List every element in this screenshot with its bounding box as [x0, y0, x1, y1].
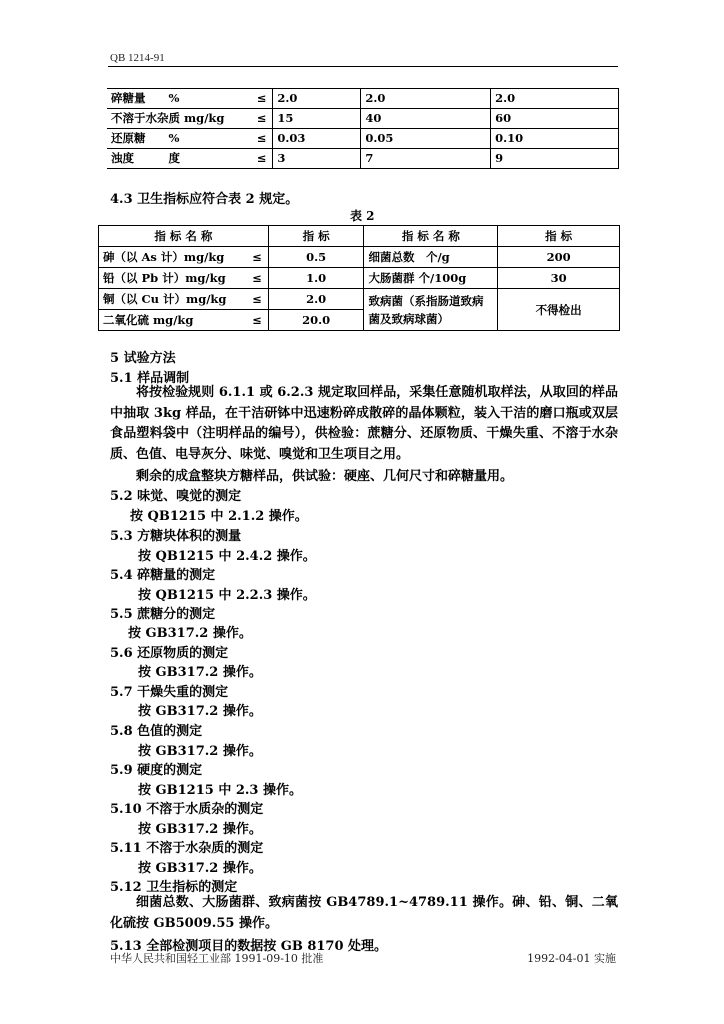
section-5-7-title: 5.7 干燥失重的测定 [110, 685, 229, 700]
table-row [107, 149, 619, 169]
section-5-10-title: 5.10 不溶于水质杂的测定 [110, 802, 264, 817]
section-5-5-title: 5.5 蔗糖分的测定 [110, 607, 216, 622]
section-5-7-text: 按 GB317.2 操作。 [138, 704, 262, 719]
table-cell: 浊度 度 ≤ [107, 149, 273, 169]
section-5-8-text: 按 GB317.2 操作。 [138, 744, 262, 759]
table-cell: 200 [498, 247, 620, 268]
section-5-1-title: 5.1 样品调制 [110, 371, 190, 386]
table-cell: 40 [361, 109, 491, 129]
section-5-3-title: 5.3 方糖块体积的测量 [110, 529, 242, 544]
table-2 [98, 225, 620, 331]
section-5-12-title: 5.12 卫生指标的测定 [110, 880, 238, 895]
footer-approval: 中华人民共和国轻工业部 1991-09-10 批准 [110, 952, 324, 965]
section-4-3: 4.3 卫生指标应符合表 2 规定。 [110, 192, 299, 207]
table-cell: 细菌总数 个/g [364, 247, 498, 268]
table-cell: 铜（以 Cu 计）mg/kg ≤ [99, 289, 269, 310]
section-5-2-text: 按 QB1215 中 2.1.2 操作。 [130, 509, 308, 524]
table-cell: 2.0 [268, 289, 364, 310]
table-2-caption: 表 2 [350, 209, 375, 223]
section-5-9-title: 5.9 硬度的测定 [110, 763, 203, 778]
table-cell: 碎糖量 % ≤ [107, 89, 273, 109]
table-cell: 铅（以 Pb 计）mg/kg ≤ [99, 268, 269, 289]
table-cell: 还原糖 % ≤ [107, 129, 273, 149]
table-cell: 0.03 [273, 129, 361, 149]
table-cell: 20.0 [268, 310, 364, 331]
section-5-9-text: 按 GB1215 中 2.3 操作。 [138, 783, 302, 798]
table-cell: 0.10 [491, 129, 619, 149]
section-5-8-title: 5.8 色值的测定 [110, 724, 203, 739]
section-5-5-text: 按 GB317.2 操作。 [128, 626, 252, 641]
section-5-4-text: 按 QB1215 中 2.2.3 操作。 [138, 588, 316, 603]
footer-effective-date: 1992-04-01 实施 [527, 952, 616, 965]
table-cell: 60 [491, 109, 619, 129]
table-row [107, 109, 619, 129]
table-header-row [99, 226, 620, 247]
table-row [99, 289, 620, 310]
section-5-2-title: 5.2 味觉、嗅觉的测定 [110, 489, 242, 504]
section-5-3-text: 按 QB1215 中 2.4.2 操作。 [138, 549, 316, 564]
table-cell: 7 [361, 149, 491, 169]
column-header: 指 标 名 称 [364, 226, 498, 247]
section-5-11-text: 按 GB317.2 操作。 [138, 861, 262, 876]
table-cell: 30 [498, 268, 620, 289]
table-cell: 3 [273, 149, 361, 169]
section-5-6-text: 按 GB317.2 操作。 [138, 665, 262, 680]
table-cell: 砷（以 As 计）mg/kg ≤ [99, 247, 269, 268]
table-cell: 二氧化硫 mg/kg ≤ [99, 310, 269, 331]
document-code: QB 1214-91 [110, 52, 165, 64]
table-row [99, 268, 620, 289]
table-cell: 0.05 [361, 129, 491, 149]
table-cell: 2.0 [361, 89, 491, 109]
table-cell: 致病菌（系指肠道致病菌及致病球菌） [364, 289, 498, 331]
table-cell: 不得检出 [498, 289, 620, 331]
section-5-1-paragraph: 将按检验规则 6.1.1 或 6.2.3 规定取回样品，采集任意随机取样法，从取回的样品中抽取 3kg 样品，在干洁研钵中迅速粉碎成散碎的晶体颗粒，装入干洁的磨口瓶或双层食品塑料袋中（注明样品的编号），供检验：蔗糖分、还原物质、干燥失重、不溶于水杂质、色值、电导灰分、味觉、嗅觉和卫生项目之用。 [110, 385, 618, 462]
table-cell: 15 [273, 109, 361, 129]
section-5-6-title: 5.6 还原物质的测定 [110, 646, 229, 661]
table-cell: 0.5 [268, 247, 364, 268]
column-header: 指 标 [498, 226, 620, 247]
table-row [107, 89, 619, 109]
table-1 [107, 88, 619, 169]
table-cell: 2.0 [491, 89, 619, 109]
header-divider [108, 66, 618, 67]
section-5-12-paragraph: 细菌总数、大肠菌群、致病菌按 GB4789.1~4789.11 操作。砷、铅、铜、二氧化硫按 GB5009.55 操作。 [110, 895, 618, 931]
section-5-1-paragraph-2: 剩余的成盒整块方糖样品，供试验：硬座、几何尺寸和碎糖量用。 [136, 469, 514, 484]
section-5-13: 5.13 全部检测项目的数据按 GB 8170 处理。 [110, 939, 388, 954]
table-row [99, 247, 620, 268]
table-cell: 9 [491, 149, 619, 169]
table-cell: 不溶于水杂质 mg/kg ≤ [107, 109, 273, 129]
table-cell: 1.0 [268, 268, 364, 289]
section-5-4-title: 5.4 碎糖量的测定 [110, 568, 216, 583]
table-row [107, 129, 619, 149]
table-cell: 2.0 [273, 89, 361, 109]
section-5-10-text: 按 GB317.2 操作。 [138, 822, 262, 837]
section-5-11-title: 5.11 不溶于水杂质的测定 [110, 841, 264, 856]
section-5-title: 5 试验方法 [110, 351, 176, 366]
column-header: 指 标 名 称 [99, 226, 269, 247]
column-header: 指 标 [268, 226, 364, 247]
table-cell: 大肠菌群 个/100g [364, 268, 498, 289]
